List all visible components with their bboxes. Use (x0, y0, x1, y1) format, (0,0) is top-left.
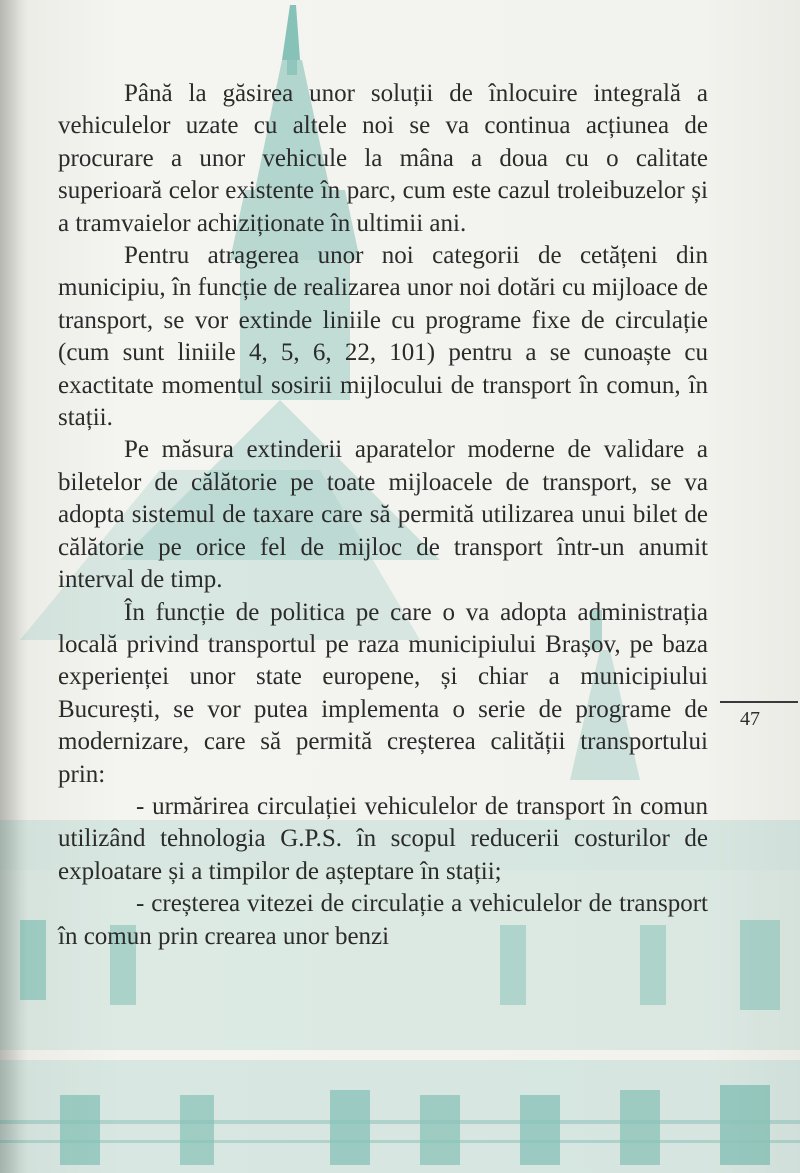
list-item-1: - urmărirea circulației vehiculelor de transport în comun utilizând tehnologia G.P.S. în scopul reducerii costurilor de exploatare și a timpilor de așteptare în stații; (58, 792, 708, 885)
list-item-2: - creșterea vitezei de circulație a vehiculelor de transport în comun prin crearea unor benzi (58, 890, 708, 950)
page-number-rule (720, 701, 798, 703)
page-number: 47 (740, 708, 760, 730)
paragraph-1: Până la găsirea unor soluții de înlocuire integrală a vehiculelor uzate cu altele noi se va continua acțiunea de procurare a unor vehicule la mâna a doua cu o calitate superioară celor existente în parc, cum este cazul troleibuzelor și a tramvaielor achiziționate în ultimii ani. (58, 80, 708, 237)
paragraph-4: În funcție de politica pe care o va adopta administrația locală privind transportul pe raza municipiului Brașov, pe baza experienței unor state europene, și chiar a municipiului București, se vor putea implementa o serie de programe de modernizare, care să permită creșterea calității transportului prin: (58, 598, 708, 788)
paragraph-3: Pe măsura extinderii aparatelor moderne de validare a biletelor de călătorie pe toate mijloacele de transport, se va adopta sistemul de taxare care să permită utilizarea unui bilet de călătorie pe orice fel de mijloc de transport într-un anumit interval de timp. (58, 436, 708, 594)
paragraph-2: Pentru atragerea unor noi categorii de cetățeni din municipiu, în funcție de realizarea unor noi dotări cu mijloace de transport, se vor extinde liniile cu programe fixe de circulație (cum sunt liniile 4, 5, 6, 22, 101) pentru a se cunoaște cu exactitate momentul sosirii mijlocului de transport în comun, în stații. (58, 242, 708, 432)
body-text (58, 78, 708, 953)
